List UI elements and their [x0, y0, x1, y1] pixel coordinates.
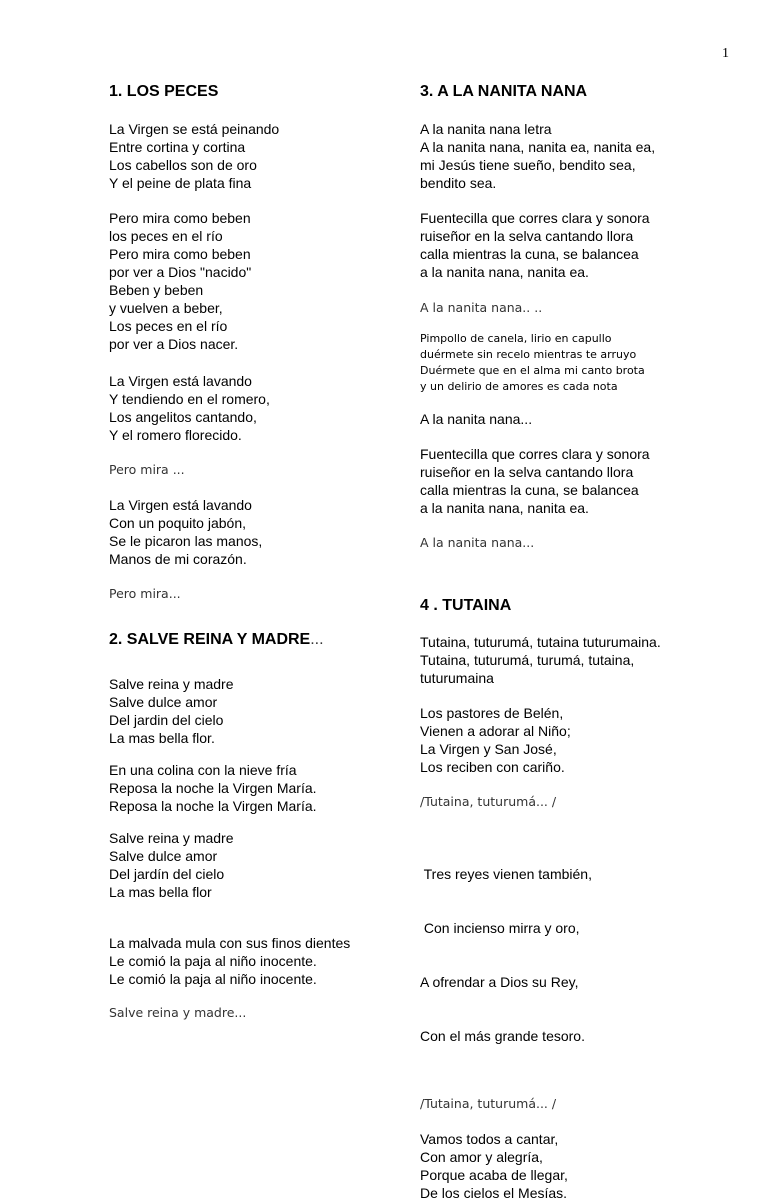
- stanza: [109, 120, 409, 192]
- stanza: [420, 704, 740, 776]
- lyric-line: por ver a Dios "nacido": [109, 264, 252, 280]
- lyric-line: Pimpollo de canela, lirio en capullo: [420, 332, 612, 345]
- lyric-line: A ofrendar a Dios su Rey,: [420, 974, 579, 990]
- lyric-line: Con el más grande tesoro.: [420, 1028, 585, 1044]
- lyric-line: duérmete sin recelo mientras te arruyo: [420, 348, 637, 361]
- stanza: [420, 331, 740, 395]
- lyric-line: Beben y beben: [109, 282, 204, 298]
- lyric-line: a la nanita nana, nanita ea.: [420, 264, 589, 280]
- stanza: [109, 675, 409, 747]
- stanza: [109, 761, 409, 815]
- lyric-line: calla mientras la cuna, se balancea: [420, 246, 639, 262]
- stanza: [109, 934, 409, 988]
- stanza: [109, 496, 409, 568]
- lyric-line: a la nanita nana, nanita ea.: [420, 500, 589, 516]
- refrain: A la nanita nana.. ..: [420, 300, 543, 315]
- lyric-line: La Virgen y San José,: [420, 741, 557, 757]
- lyric-line: A la nanita nana letra: [420, 121, 552, 137]
- lyric-line: La Virgen se está peinando: [109, 121, 280, 137]
- lyric-line: Le comió la paja al niño inocente.: [109, 971, 317, 987]
- song-title-salve-reina: 2. SALVE REINA Y MADRE...: [109, 631, 324, 648]
- lyric-line: Fuentecilla que corres clara y sonora: [420, 210, 650, 226]
- lyric-line: Pero mira como beben: [109, 246, 251, 262]
- lyric-line: Reposa la noche la Virgen María.: [109, 798, 317, 814]
- lyric-line: Los reciben con cariño.: [420, 759, 565, 775]
- lyric-line: calla mientras la cuna, se balancea: [420, 482, 639, 498]
- lyric-line: Con un poquito jabón,: [109, 515, 246, 531]
- lyric-line: Y el peine de plata fina: [109, 175, 252, 191]
- stanza: [420, 1130, 740, 1202]
- lyric-line: bendito sea.: [420, 175, 497, 191]
- stanza: [109, 209, 409, 353]
- lyric-line: Salve reina y madre: [109, 676, 234, 692]
- lyric-line: Con incienso mirra y oro,: [420, 920, 580, 936]
- lyric-line: Salve dulce amor: [109, 694, 218, 710]
- lyric-line: Manos de mi corazón.: [109, 551, 247, 567]
- lyric-line: La mas bella flor: [109, 884, 212, 900]
- stanza: [420, 829, 740, 1081]
- refrain: Pero mira ...: [109, 462, 185, 477]
- lyric-line: los peces en el río: [109, 228, 223, 244]
- refrain: /Tutaina, tuturumá... /: [420, 1096, 557, 1111]
- lyric-line: Tutaina, tuturumá, tutaina tuturumaina.: [420, 634, 661, 650]
- lyric-line: Los peces en el río: [109, 318, 228, 334]
- lyric-line: Y tendiendo en el romero,: [109, 391, 270, 407]
- lyric-line: Tres reyes vienen también,: [420, 866, 592, 882]
- song-title-los-peces: 1. LOS PECES: [109, 83, 219, 100]
- lyric-line: Del jardin del cielo: [109, 712, 224, 728]
- refrain: /Tutaina, tuturumá... /: [420, 794, 557, 809]
- lyric-line: ruiseñor en la selva cantando llora: [420, 228, 634, 244]
- lyric-line: Y el romero florecido.: [109, 427, 242, 443]
- lyric-line: Salve reina y madre: [109, 830, 234, 846]
- lyric-line: Entre cortina y cortina: [109, 139, 246, 155]
- lyric-line: Duérmete que en el alma mi canto brota: [420, 364, 645, 377]
- stanza: [420, 209, 740, 281]
- page-number: 1: [722, 46, 729, 61]
- lyric-line: A la nanita nana, nanita ea, nanita ea,: [420, 139, 656, 155]
- lyric-line: Los pastores de Belén,: [420, 705, 564, 721]
- stanza: [109, 829, 409, 901]
- left-column: [109, 82, 409, 1022]
- lyric-line: Se le picaron las manos,: [109, 533, 263, 549]
- lyric-line: Los angelitos cantando,: [109, 409, 257, 425]
- lyric-line: De los cielos el Mesías.: [420, 1185, 568, 1201]
- lyric-line: Porque acaba de llegar,: [420, 1167, 568, 1183]
- lyric-line: La Virgen está lavando: [109, 497, 252, 513]
- stanza: [109, 372, 409, 444]
- song-title-tutaina: 4 . TUTAINA: [420, 597, 512, 614]
- right-column: [420, 82, 740, 1202]
- stanza: [420, 445, 740, 517]
- refrain: Salve reina y madre...: [109, 1005, 247, 1020]
- lyric-line: y vuelven a beber,: [109, 300, 223, 316]
- lyric-line: y un delirio de amores es cada nota: [420, 380, 618, 393]
- lyric-line: La Virgen está lavando: [109, 373, 252, 389]
- refrain: A la nanita nana...: [420, 535, 535, 550]
- lyric-line: Reposa la noche la Virgen María.: [109, 780, 317, 796]
- lyric-line: Pero mira como beben: [109, 210, 251, 226]
- lyric-line: La mas bella flor.: [109, 730, 215, 746]
- lyric-line: Los cabellos son de oro: [109, 157, 257, 173]
- stanza: [420, 120, 740, 192]
- refrain: Pero mira...: [109, 586, 181, 601]
- lyric-line: tuturumaina: [420, 670, 494, 686]
- lyric-line: Le comió la paja al niño inocente.: [109, 953, 317, 969]
- lyric-line: Tutaina, tuturumá, turumá, tutaina,: [420, 652, 635, 668]
- lyric-line: En una colina con la nieve fría: [109, 762, 297, 778]
- lyric-line: Vamos todos a cantar,: [420, 1131, 559, 1147]
- refrain: A la nanita nana...: [420, 411, 533, 427]
- lyric-line: Con amor y alegría,: [420, 1149, 543, 1165]
- song-title-a-la-nanita-nana: 3. A LA NANITA NANA: [420, 83, 588, 100]
- lyric-line: Vienen a adorar al Niño;: [420, 723, 571, 739]
- stanza: [420, 633, 740, 687]
- lyric-line: Salve dulce amor: [109, 848, 218, 864]
- lyric-line: Fuentecilla que corres clara y sonora: [420, 446, 650, 462]
- lyric-line: ruiseñor en la selva cantando llora: [420, 464, 634, 480]
- lyric-line: Del jardín del cielo: [109, 866, 225, 882]
- lyric-line: por ver a Dios nacer.: [109, 336, 239, 352]
- lyric-line: La malvada mula con sus finos dientes: [109, 935, 351, 951]
- lyric-line: mi Jesús tiene sueño, bendito sea,: [420, 157, 636, 173]
